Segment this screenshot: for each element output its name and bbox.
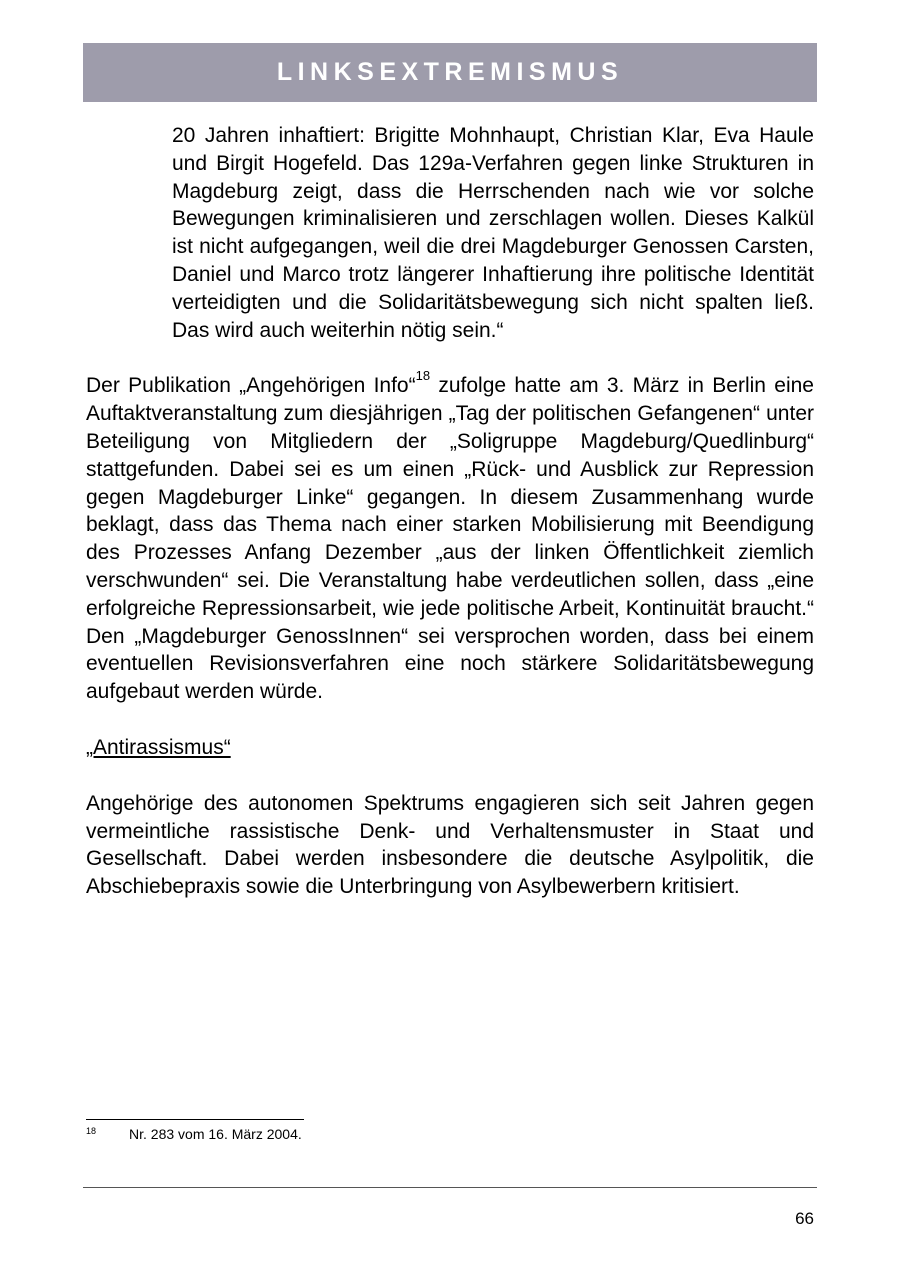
page-number: 66 (795, 1209, 814, 1228)
section-heading: „Antirassismus“ (86, 735, 231, 759)
page-header (83, 43, 817, 102)
paragraph-spacer (86, 762, 814, 790)
header-title: LINKSEXTREMISMUS (276, 58, 624, 86)
paragraph-lead: Der Publikation „Angehörigen Info“ (86, 374, 416, 398)
section-paragraph: Angehörige des autonomen Spektrums engagieren sich seit Jahren gegen vermeintliche rassistische Denk- und Verhaltensmuster in Staat und Gesellschaft. Dabei werden insbesondere die deutsche Asylpolitik, die Abschiebepraxis sowie die Unterbringung von Asylbewerbern kritisiert. (86, 791, 814, 899)
footnote-reference[interactable]: 18 (415, 368, 431, 384)
paragraph-spacer (86, 344, 814, 372)
block-quote: 20 Jahren inhaftiert: Brigitte Mohnhaupt, Christian Klar, Eva Haule und Birgit Hogefeld. Das 129a-Verfahren gegen linke Strukturen in Magdeburg zeigt, dass die Herrschenden nach wie vor solche Bewegungen kriminalisieren und zerschlagen wollen. Dieses Kalkül ist nicht aufgegangen, weil die drei Magdeburger Genossen Carsten, Daniel und Marco trotz längerer Inhaftierung ihre politische Identität verteidigten und die Solidaritätsbewegung sich nicht spalten ließ. Das wird auch weiterhin nötig sein.“ (172, 124, 814, 342)
document-body (86, 122, 814, 901)
paragraph-spacer (86, 706, 814, 734)
paragraph-publication (86, 368, 814, 706)
paragraph-rest: zufolge hatte am 3. März in Berlin eine Auftaktveranstaltung zum diesjährigen „Tag der politischen Gefangenen“ unter Beteiligung von Mitgliedern der „Soligruppe Magdeburg/Quedlinburg“ stattgefunden. Dabei sei es um einen „Rück- und Ausblick zur Repression gegen Magdeburger Linke“ gegangen. In diesem Zusammenhang wurde beklagt, dass das Thema nach einer starken Mobilisierung mit Beendigung des Prozesses Anfang Dezember „aus der linken Öffentlichkeit ziemlich verschwunden“ sei. Die Veranstaltung habe verdeutlichen sollen, dass „eine erfolgreiche Repressionsarbeit, wie jede politische Arbeit, Kontinuität braucht.“ Den „Magdeburger GenossInnen“ sei versprochen worden, dass bei einem eventuellen Revisionsverfahren eine noch stärkere Solidaritätsbewegung aufgebaut werden würde. (86, 374, 814, 704)
footnote-divider (86, 1119, 304, 1120)
footnote-number: 18 (86, 1126, 97, 1136)
footnote (86, 1125, 302, 1143)
footer-divider (83, 1187, 817, 1188)
footnote-text: Nr. 283 vom 16. März 2004. (129, 1126, 302, 1142)
